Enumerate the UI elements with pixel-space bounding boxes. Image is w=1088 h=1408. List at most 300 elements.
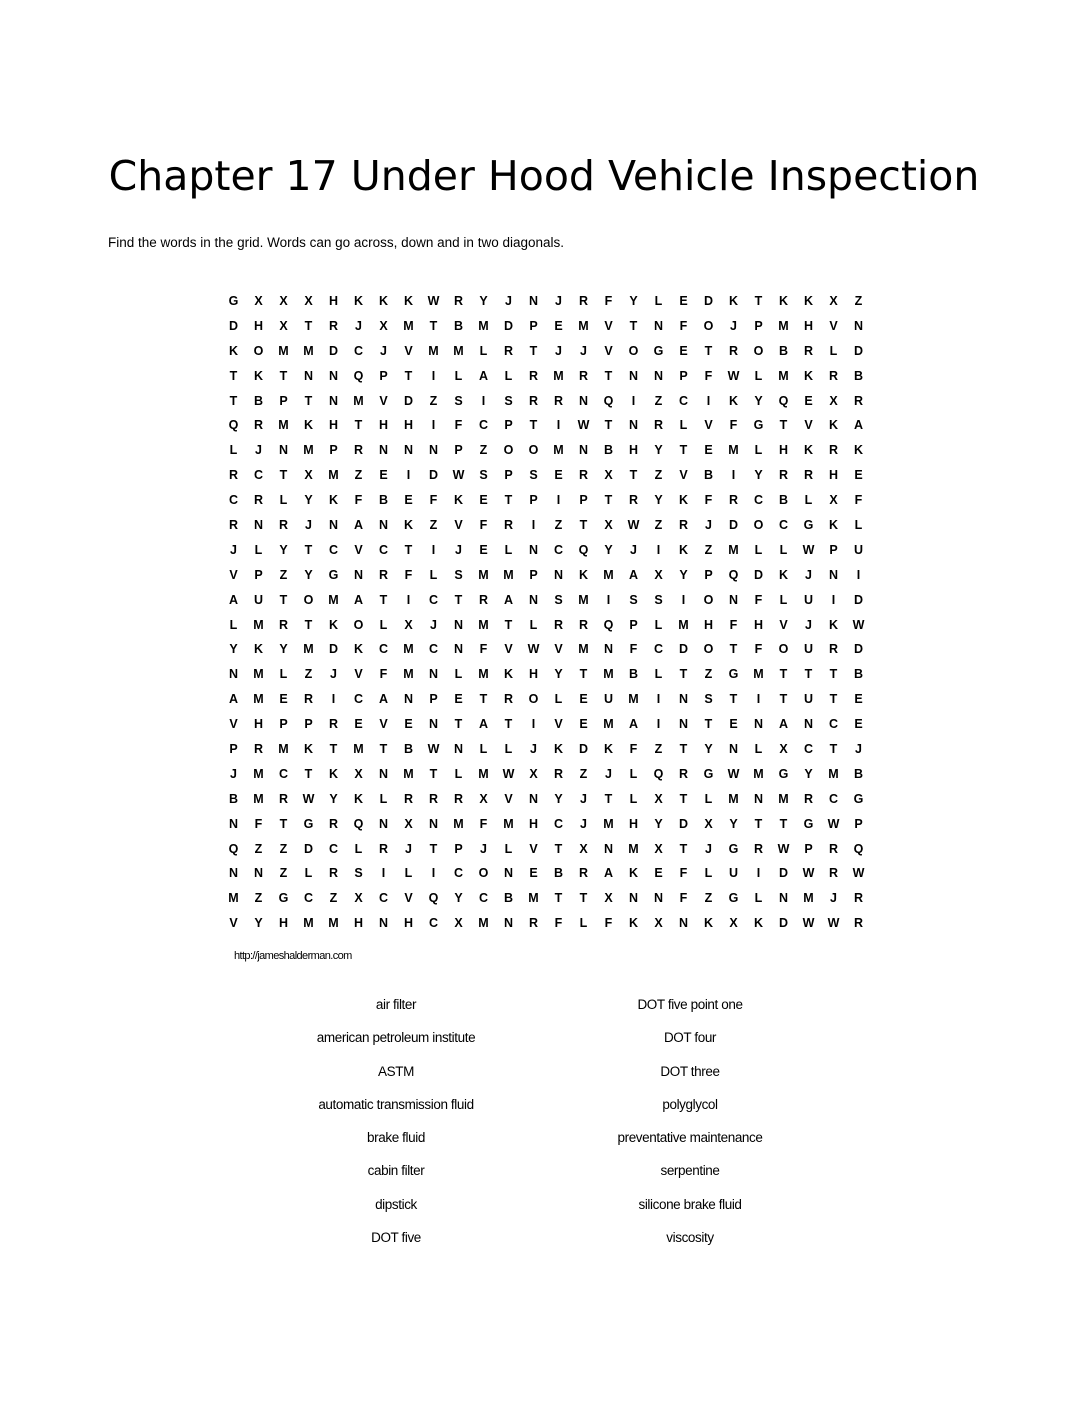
word-list-item: brake fluid xyxy=(367,1130,425,1146)
grid-letter: P xyxy=(329,443,338,458)
grid-letter: P xyxy=(279,393,288,408)
grid-letter: M xyxy=(328,468,339,483)
grid-letter: R xyxy=(328,866,339,881)
grid-letter: L xyxy=(654,667,663,682)
grid-letter: M xyxy=(778,791,789,806)
grid-letter: E xyxy=(854,468,863,483)
grid-letter: M xyxy=(603,667,614,682)
grid-letter: I xyxy=(731,468,736,483)
grid-letter: M xyxy=(228,891,239,906)
grid-letter: P xyxy=(529,318,538,333)
grid-letter: K xyxy=(328,617,339,632)
grid-letter: R xyxy=(853,916,864,931)
grid-letter: N xyxy=(528,791,539,806)
grid-letter: N xyxy=(728,742,739,757)
grid-letter: Z xyxy=(279,841,288,856)
grid-letter: N xyxy=(328,393,339,408)
grid-letter: C xyxy=(478,891,489,906)
grid-letter: L xyxy=(779,592,788,607)
grid-letter: B xyxy=(853,368,864,383)
grid-letter: V xyxy=(354,542,363,557)
grid-letter: L xyxy=(654,294,663,308)
grid-letter: K xyxy=(753,916,764,931)
grid-letter: W xyxy=(577,418,590,433)
grid-letter: Y xyxy=(729,816,738,831)
grid-letter: D xyxy=(853,642,864,657)
grid-letter: B xyxy=(853,667,864,682)
grid-letter: Y xyxy=(704,742,713,757)
grid-letter: D xyxy=(853,592,864,607)
grid-letter: W xyxy=(852,617,865,632)
grid-letter: T xyxy=(604,368,613,383)
grid-letter: X xyxy=(604,518,613,533)
grid-letter: A xyxy=(778,717,789,732)
grid-letter: Z xyxy=(704,667,713,682)
grid-letter: I xyxy=(756,692,761,707)
word-list-item: automatic transmission fluid xyxy=(318,1096,474,1112)
grid-letter: P xyxy=(279,717,288,732)
grid-letter: J xyxy=(305,518,312,533)
word-search-grid xyxy=(221,289,871,939)
grid-letter: I xyxy=(831,592,836,607)
grid-letter: T xyxy=(829,692,838,707)
grid-letter: K xyxy=(828,518,839,533)
grid-letter: H xyxy=(403,418,414,433)
grid-letter: C xyxy=(478,418,489,433)
grid-letter: N xyxy=(628,891,639,906)
grid-letter: C xyxy=(378,542,389,557)
grid-letter: E xyxy=(854,717,863,732)
grid-letter: L xyxy=(354,841,363,856)
grid-letter: P xyxy=(454,841,463,856)
grid-letter: D xyxy=(328,642,339,657)
grid-letter: Q xyxy=(603,617,614,632)
grid-letter: E xyxy=(529,866,538,881)
grid-letter: T xyxy=(279,592,288,607)
grid-letter: L xyxy=(229,617,238,632)
grid-letter: Y xyxy=(554,791,563,806)
grid-letter: I xyxy=(481,393,486,408)
grid-letter: N xyxy=(403,692,414,707)
grid-letter: M xyxy=(353,393,364,408)
grid-letter: D xyxy=(778,916,789,931)
grid-letter: M xyxy=(503,567,514,582)
grid-letter: E xyxy=(379,468,388,483)
grid-letter: R xyxy=(553,766,564,781)
grid-letter: O xyxy=(703,318,714,333)
grid-letter: R xyxy=(453,294,464,308)
grid-letter: D xyxy=(503,318,514,333)
grid-letter: K xyxy=(353,642,364,657)
grid-letter: N xyxy=(378,916,389,931)
grid-letter: L xyxy=(579,916,588,931)
grid-letter: C xyxy=(378,891,389,906)
grid-letter: B xyxy=(703,468,714,483)
grid-letter: N xyxy=(278,443,289,458)
grid-letter: O xyxy=(703,642,714,657)
grid-letter: O xyxy=(253,343,264,358)
grid-letter: B xyxy=(503,891,514,906)
grid-letter: M xyxy=(728,542,739,557)
grid-letter: C xyxy=(803,742,814,757)
word-list-item: polyglycol xyxy=(662,1096,718,1112)
word-list-item: serpentine xyxy=(660,1163,720,1179)
grid-letter: C xyxy=(553,542,564,557)
grid-letter: V xyxy=(529,841,538,856)
grid-letter: M xyxy=(403,667,414,682)
grid-letter: H xyxy=(253,318,264,333)
grid-letter: F xyxy=(679,866,688,881)
grid-letter: H xyxy=(803,318,814,333)
grid-letter: P xyxy=(254,567,263,582)
grid-letter: T xyxy=(279,468,288,483)
grid-letter: I xyxy=(681,592,686,607)
grid-letter: H xyxy=(328,418,339,433)
grid-letter: L xyxy=(454,667,463,682)
grid-letter: N xyxy=(653,368,664,383)
grid-letter: D xyxy=(853,343,864,358)
grid-letter: R xyxy=(378,841,389,856)
grid-letter: R xyxy=(653,418,664,433)
grid-letter: F xyxy=(354,493,363,508)
grid-letter: E xyxy=(679,343,688,358)
grid-letter: N xyxy=(778,891,789,906)
grid-letter: N xyxy=(553,567,564,582)
grid-letter: E xyxy=(279,692,288,707)
grid-letter: H xyxy=(828,468,839,483)
grid-letter: X xyxy=(579,841,588,856)
grid-letter: D xyxy=(403,393,414,408)
grid-letter: R xyxy=(278,518,289,533)
grid-letter: Y xyxy=(479,294,488,308)
word-list-item: preventative maintenance xyxy=(617,1130,763,1146)
grid-letter: T xyxy=(504,493,513,508)
grid-letter: S xyxy=(554,592,563,607)
grid-letter: R xyxy=(828,368,839,383)
grid-letter: N xyxy=(853,318,864,333)
grid-letter: Z xyxy=(579,766,588,781)
grid-letter: M xyxy=(303,343,314,358)
grid-letter: S xyxy=(504,393,513,408)
grid-letter: Y xyxy=(279,542,288,557)
grid-letter: Z xyxy=(854,294,863,308)
grid-letter: F xyxy=(479,642,488,657)
grid-letter: T xyxy=(554,891,563,906)
grid-letter: B xyxy=(253,393,264,408)
grid-letter: K xyxy=(828,418,839,433)
grid-letter: R xyxy=(303,692,314,707)
grid-letter: R xyxy=(553,617,564,632)
grid-letter: R xyxy=(503,692,514,707)
grid-letter: X xyxy=(304,468,313,483)
grid-letter: V xyxy=(604,343,613,358)
grid-letter: A xyxy=(628,717,639,732)
grid-letter: N xyxy=(453,617,464,632)
grid-letter: R xyxy=(528,368,539,383)
grid-letter: U xyxy=(253,592,264,607)
grid-letter: T xyxy=(304,393,313,408)
grid-letter: F xyxy=(454,418,463,433)
grid-letter: U xyxy=(803,592,814,607)
grid-letter: R xyxy=(578,866,589,881)
grid-letter: H xyxy=(278,916,289,931)
grid-letter: W xyxy=(802,542,815,557)
grid-letter: V xyxy=(679,468,688,483)
grid-letter: A xyxy=(228,592,239,607)
grid-letter: T xyxy=(679,841,688,856)
grid-letter: M xyxy=(253,791,264,806)
grid-letter: J xyxy=(555,343,562,358)
grid-letter: U xyxy=(803,642,814,657)
grid-letter: W xyxy=(427,742,440,757)
grid-letter: D xyxy=(228,318,239,333)
grid-letter: K xyxy=(628,866,639,881)
grid-letter: T xyxy=(729,692,738,707)
grid-letter: S xyxy=(704,692,713,707)
grid-letter: M xyxy=(628,841,639,856)
grid-letter: V xyxy=(229,567,238,582)
grid-letter: T xyxy=(779,692,788,707)
grid-letter: R xyxy=(753,841,764,856)
grid-letter: G xyxy=(753,418,764,433)
grid-letter: Z xyxy=(254,841,263,856)
grid-letter: N xyxy=(578,393,589,408)
grid-letter: N xyxy=(453,742,464,757)
grid-letter: M xyxy=(278,418,289,433)
grid-letter: X xyxy=(829,294,838,308)
grid-letter: H xyxy=(403,916,414,931)
grid-letter: K xyxy=(353,294,364,308)
grid-letter: W xyxy=(452,468,465,483)
grid-letter: R xyxy=(803,791,814,806)
grid-letter: R xyxy=(853,891,864,906)
grid-letter: M xyxy=(253,667,264,682)
word-list-item: DOT five xyxy=(371,1230,421,1246)
grid-letter: B xyxy=(403,742,414,757)
grid-letter: L xyxy=(504,542,513,557)
grid-letter: K xyxy=(828,617,839,632)
grid-letter: B xyxy=(853,766,864,781)
grid-letter: L xyxy=(279,493,288,508)
grid-letter: N xyxy=(228,816,239,831)
grid-letter: T xyxy=(379,592,388,607)
grid-letter: T xyxy=(629,468,638,483)
grid-letter: V xyxy=(804,418,813,433)
grid-letter: K xyxy=(303,742,314,757)
grid-letter: I xyxy=(531,717,536,732)
grid-letter: B xyxy=(553,866,564,881)
grid-letter: K xyxy=(778,294,789,308)
grid-letter: R xyxy=(853,393,864,408)
grid-letter: L xyxy=(754,742,763,757)
grid-letter: T xyxy=(454,592,463,607)
grid-letter: L xyxy=(279,667,288,682)
grid-letter: R xyxy=(828,841,839,856)
grid-letter: H xyxy=(353,916,364,931)
grid-letter: N xyxy=(628,368,639,383)
grid-letter: W xyxy=(502,766,515,781)
grid-letter: P xyxy=(629,617,638,632)
grid-letter: M xyxy=(328,592,339,607)
grid-letter: W xyxy=(802,866,815,881)
grid-letter: J xyxy=(480,841,487,856)
grid-letter: K xyxy=(553,742,564,757)
grid-letter: C xyxy=(653,642,664,657)
grid-letter: D xyxy=(328,343,339,358)
grid-letter: K xyxy=(228,343,239,358)
grid-letter: G xyxy=(653,343,664,358)
grid-letter: X xyxy=(604,891,613,906)
grid-letter: R xyxy=(803,343,814,358)
grid-letter: M xyxy=(253,692,264,707)
grid-letter: R xyxy=(628,493,639,508)
grid-letter: T xyxy=(754,294,763,308)
grid-letter: I xyxy=(381,866,386,881)
grid-letter: H xyxy=(378,418,389,433)
grid-letter: O xyxy=(703,592,714,607)
grid-letter: G xyxy=(303,816,314,831)
grid-letter: M xyxy=(728,791,739,806)
grid-letter: L xyxy=(704,791,713,806)
grid-letter: X xyxy=(779,742,788,757)
grid-letter: J xyxy=(580,791,587,806)
grid-letter: M xyxy=(778,368,789,383)
grid-letter: C xyxy=(328,841,339,856)
grid-letter: F xyxy=(554,916,563,931)
grid-letter: X xyxy=(729,916,738,931)
grid-letter: R xyxy=(528,393,539,408)
grid-letter: E xyxy=(729,717,738,732)
grid-letter: Z xyxy=(279,866,288,881)
grid-letter: W xyxy=(777,841,790,856)
grid-letter: O xyxy=(778,642,789,657)
grid-letter: J xyxy=(730,318,737,333)
grid-letter: N xyxy=(528,294,539,308)
grid-letter: L xyxy=(704,866,713,881)
grid-letter: M xyxy=(478,567,489,582)
grid-letter: T xyxy=(279,368,288,383)
grid-letter: K xyxy=(378,294,389,308)
grid-letter: G xyxy=(278,891,289,906)
grid-letter: C xyxy=(453,866,464,881)
grid-letter: C xyxy=(778,518,789,533)
grid-letter: J xyxy=(530,742,537,757)
grid-letter: Q xyxy=(428,891,439,906)
grid-letter: R xyxy=(253,742,264,757)
grid-letter: V xyxy=(404,343,413,358)
grid-letter: V xyxy=(829,318,838,333)
grid-letter: K xyxy=(503,667,514,682)
grid-letter: R xyxy=(328,717,339,732)
grid-letter: N xyxy=(428,816,439,831)
grid-letter: Y xyxy=(679,567,688,582)
grid-letter: Z xyxy=(354,468,363,483)
grid-letter: A xyxy=(478,368,489,383)
grid-letter: R xyxy=(403,791,414,806)
grid-letter: J xyxy=(505,294,512,308)
grid-letter: K xyxy=(328,766,339,781)
grid-letter: V xyxy=(704,418,713,433)
grid-letter: E xyxy=(479,542,488,557)
grid-letter: O xyxy=(303,592,314,607)
grid-letter: Y xyxy=(329,791,338,806)
grid-letter: K xyxy=(803,294,814,308)
grid-letter: U xyxy=(803,692,814,707)
grid-letter: G xyxy=(228,294,239,308)
grid-letter: K xyxy=(803,368,814,383)
grid-letter: L xyxy=(629,791,638,806)
grid-letter: J xyxy=(705,841,712,856)
grid-letter: M xyxy=(528,891,539,906)
grid-letter: Q xyxy=(853,841,864,856)
grid-letter: I xyxy=(431,418,436,433)
grid-letter: G xyxy=(728,891,739,906)
grid-letter: R xyxy=(828,642,839,657)
grid-letter: K xyxy=(678,493,689,508)
grid-letter: A xyxy=(228,692,239,707)
grid-letter: X xyxy=(379,318,388,333)
grid-letter: L xyxy=(254,542,263,557)
grid-letter: C xyxy=(353,343,364,358)
word-list-item: air filter xyxy=(375,997,417,1012)
grid-letter: E xyxy=(479,493,488,508)
grid-letter: X xyxy=(254,294,263,308)
grid-letter: Y xyxy=(754,468,763,483)
grid-letter: R xyxy=(678,518,689,533)
grid-letter: C xyxy=(553,816,564,831)
grid-letter: Y xyxy=(629,294,638,308)
grid-letter: R xyxy=(378,567,389,582)
grid-letter: M xyxy=(753,667,764,682)
grid-letter: R xyxy=(253,418,264,433)
grid-letter: U xyxy=(853,542,864,557)
grid-letter: E xyxy=(804,393,813,408)
grid-letter: I xyxy=(656,717,661,732)
grid-letter: T xyxy=(229,393,238,408)
grid-letter: T xyxy=(704,343,713,358)
grid-letter: D xyxy=(578,742,589,757)
grid-letter: X xyxy=(654,841,663,856)
grid-letter: R xyxy=(528,916,539,931)
grid-letter: F xyxy=(479,518,488,533)
grid-letter: L xyxy=(504,368,513,383)
grid-letter: J xyxy=(230,766,237,781)
grid-letter: M xyxy=(578,592,589,607)
grid-letter: K xyxy=(353,791,364,806)
grid-letter: K xyxy=(703,916,714,931)
grid-letter: N xyxy=(678,692,689,707)
grid-letter: R xyxy=(478,592,489,607)
grid-letter: O xyxy=(503,443,514,458)
grid-letter: M xyxy=(403,766,414,781)
grid-letter: T xyxy=(229,368,238,383)
grid-letter: M xyxy=(603,567,614,582)
word-list-right xyxy=(540,994,840,1260)
grid-letter: G xyxy=(703,766,714,781)
grid-letter: C xyxy=(428,916,439,931)
grid-letter: J xyxy=(805,567,812,582)
grid-letter: F xyxy=(704,368,713,383)
grid-letter: D xyxy=(678,816,689,831)
grid-letter: M xyxy=(753,766,764,781)
grid-letter: X xyxy=(829,493,838,508)
grid-letter: M xyxy=(328,916,339,931)
grid-letter: L xyxy=(679,418,688,433)
grid-letter: R xyxy=(503,343,514,358)
grid-letter: F xyxy=(479,816,488,831)
grid-letter: F xyxy=(704,493,713,508)
grid-letter: B xyxy=(603,443,614,458)
